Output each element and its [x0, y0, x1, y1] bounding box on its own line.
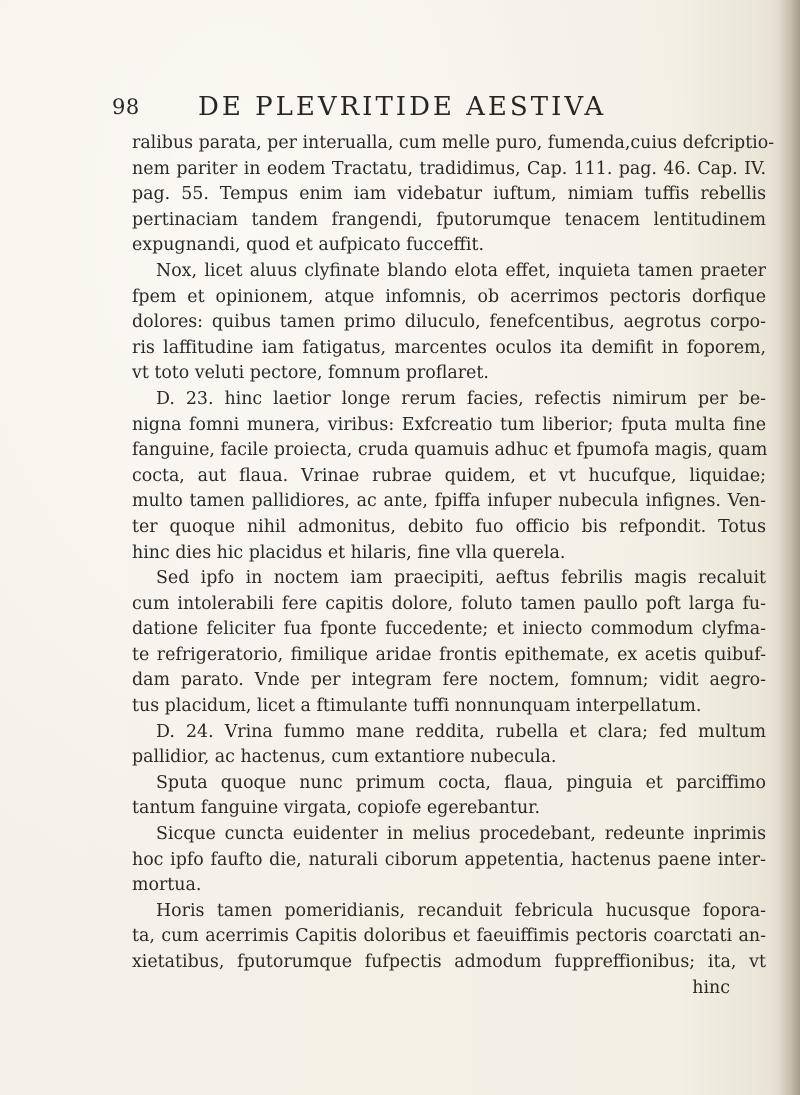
- text-line: te refrigeratorio, fimilique aridae frontis epithemate, ex acetis quibuf-: [132, 644, 766, 665]
- paragraph: [132, 771, 766, 822]
- text-line: xietatibus, fputorumque fufpectis admodum fuppreffionibus; ita, vt: [132, 952, 766, 972]
- text-line: Sputa quoque nunc primum cocta, flaua, pinguia et parciffimo: [156, 772, 766, 793]
- body-text: [132, 131, 775, 1001]
- text-line: expugnandi, quod et aufpicato fucceffit.: [132, 235, 484, 256]
- page-edge-shadow: [778, 0, 800, 1095]
- text-line: ris laffitudine iam fatigatus, marcentes oculos ita demifit in foporem,: [132, 337, 766, 358]
- catchword: hinc: [692, 977, 730, 998]
- text-line: Sicque cuncta euidenter in melius procedebant, redeunte inprimis: [156, 824, 766, 845]
- text-line: pertinaciam tandem frangendi, fputorumque tenacem lentitudinem: [132, 209, 766, 230]
- paragraph: [132, 259, 766, 387]
- paragraph: [132, 720, 766, 771]
- paragraph: [132, 387, 766, 566]
- running-title: DE PLEVRITIDE AESTIVA: [198, 92, 607, 122]
- page-header: [112, 92, 732, 126]
- text-line: multo tamen pallidiores, ac ante, fpiffa infuper nubecula infignes. Ven-: [132, 491, 766, 512]
- text-line: fpem et opinionem, atque infomnis, ob acerrimos pectoris dorfique: [132, 286, 766, 307]
- paragraph: [132, 822, 766, 899]
- text-line: fanguine, facile proiecta, cruda quamuis adhuc et fpumofa magis, quam: [132, 440, 768, 461]
- text-line: nigna fomni munera, viribus: Exfcreatio tum liberior; fputa multa fine: [132, 414, 766, 435]
- paragraph: [132, 131, 775, 259]
- page-number: 98: [112, 95, 140, 119]
- text-line: ralibus parata, per interualla, cum melle puro, fumenda,cuius defcriptio-: [132, 133, 775, 153]
- text-line: pag. 55. Tempus enim iam videbatur iuftum, nimiam tuffis rebellis: [132, 184, 766, 205]
- text-line: ter quoque nihil admonitus, debito fuo officio bis refpondit. Totus: [132, 516, 766, 537]
- text-line: Horis tamen pomeridianis, recanduit febricula hucusque fopora-: [156, 900, 766, 921]
- text-line: vt toto veluti pectore, fomnum proflaret.: [132, 363, 489, 384]
- text-line: hinc dies hic placidus et hilaris, fine vlla querela.: [132, 542, 566, 563]
- text-line: dam parato. Vnde per integram fere noctem, fomnum; vidit aegro-: [132, 670, 766, 691]
- text-line: cocta, aut flaua. Vrinae rubrae quidem, et vt hucufque, liquidae;: [132, 465, 766, 486]
- text-line: tus placidum, licet a ftimulante tuffi nonnunquam interpellatum.: [132, 696, 702, 717]
- paragraph: [132, 899, 766, 976]
- text-line: Nox, licet aluus clyfinate blando elota effet, inquieta tamen praeter: [156, 260, 766, 281]
- text-line: mortua.: [132, 875, 202, 896]
- text-line: dolores: quibus tamen primo diluculo, fenefcentibus, aegrotus corpo-: [132, 312, 766, 333]
- text-line: D. 24. Vrina fummo mane reddita, rubella et clara; fed multum: [156, 721, 766, 742]
- text-line: pallidior, ac hactenus, cum extantiore nubecula.: [132, 747, 557, 768]
- text-line: datione feliciter fua fponte fuccedente; et iniecto commodum clyfma-: [132, 619, 766, 640]
- text-line: ta, cum acerrimis Capitis doloribus et faeuiffimis pectoris coarctati an-: [132, 926, 766, 947]
- text-line: tantum fanguine virgata, copiofe egerebantur.: [132, 798, 541, 819]
- text-line: hoc ipfo faufto die, naturali ciborum appetentia, hactenus paene inter-: [132, 849, 766, 870]
- text-line: nem pariter in eodem Tractatu, tradidimus, Cap. 111. pag. 46. Cap. IV.: [132, 158, 766, 179]
- text-line: D. 23. hinc laetior longe rerum facies, refectis nimirum per be-: [156, 388, 766, 409]
- text-line: cum intolerabili fere capitis dolore, foluto tamen paullo poft larga fu-: [132, 593, 766, 614]
- text-line: Sed ipfo in noctem iam praecipiti, aeftus febrilis magis recaluit: [156, 568, 766, 589]
- paragraph: [132, 566, 766, 720]
